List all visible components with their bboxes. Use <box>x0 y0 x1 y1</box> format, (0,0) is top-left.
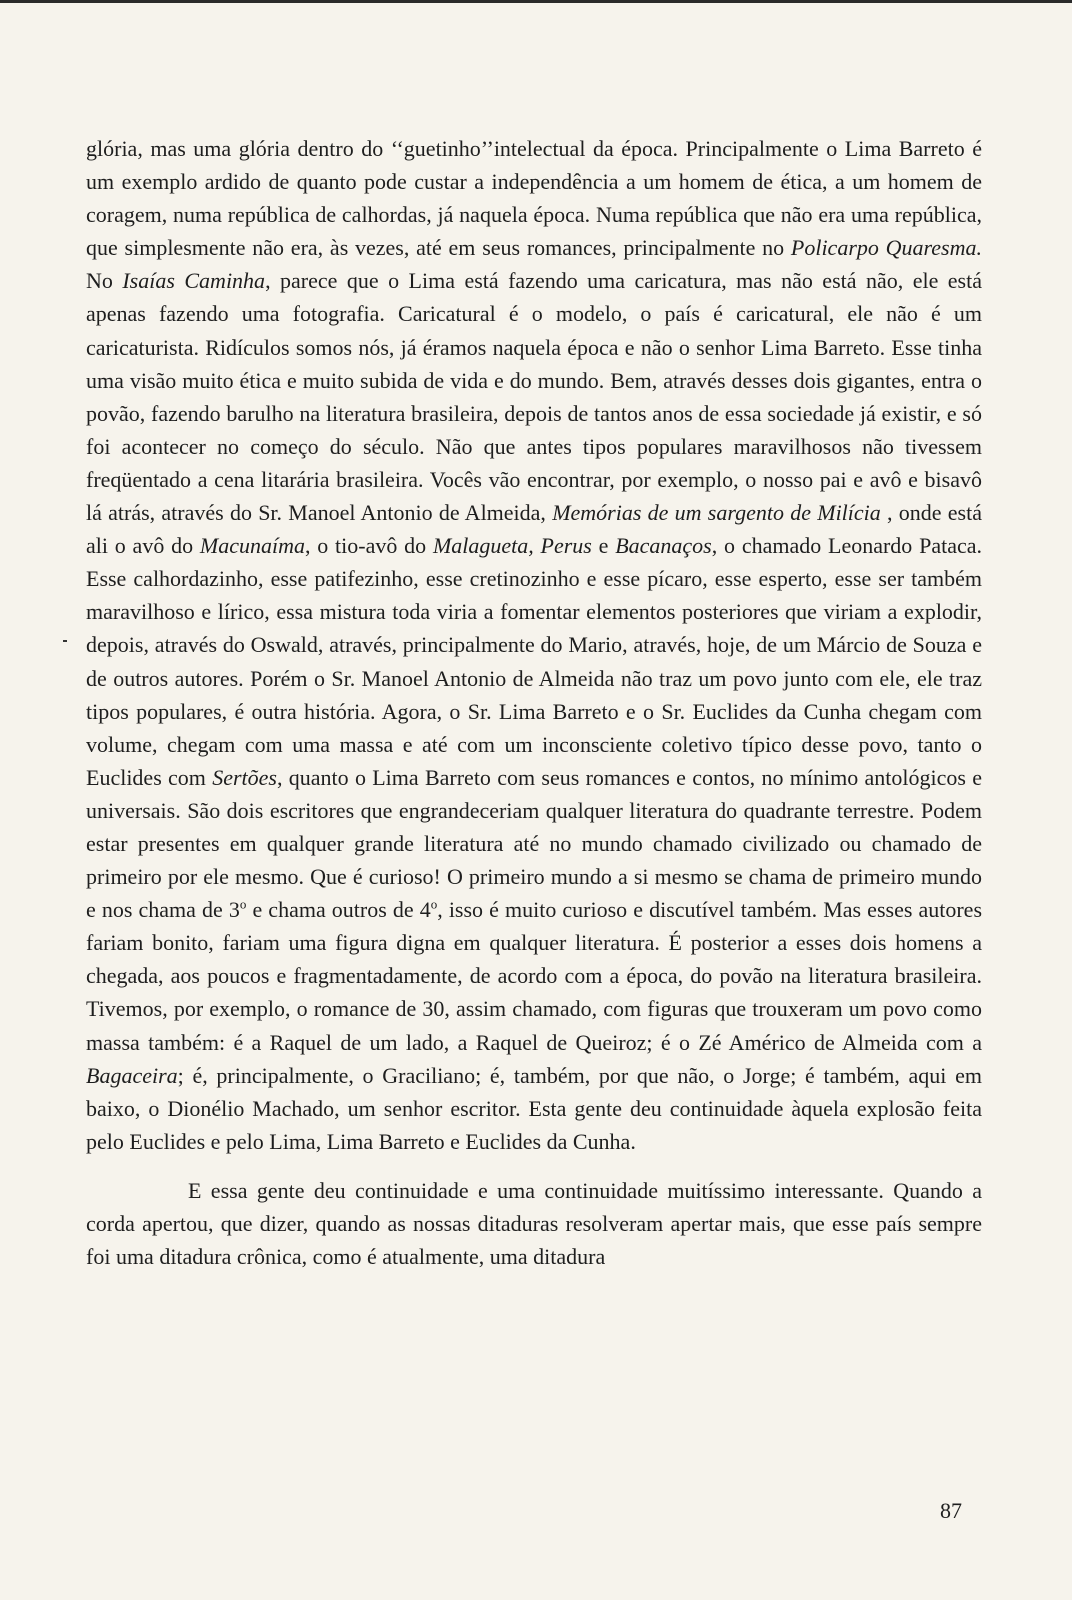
italic-title: Policarpo Quaresma. <box>790 235 982 261</box>
paragraph-1 <box>86 132 982 1158</box>
italic-title: Malagueta, Perus <box>432 533 592 559</box>
text-run: e chama outros de 4 <box>246 897 431 923</box>
text-run: ; é, principalmente, o Graciliano; é, também, por que não, o Jorge; é também, aqui em baixo, o Dionélio Machado, um senhor escritor. Esta gente deu continuidade àquela explosão feita pelo Euclides e pelo Lima, Lima Barreto e Euclides da Cunha. <box>86 1062 982 1154</box>
text-run: e <box>591 533 616 559</box>
margin-mark <box>63 640 67 642</box>
ordinal-superscript: o <box>430 896 438 912</box>
text-run: E essa gente deu continuidade e uma continuidade muitíssimo interessante. Quando a corda apertou, que dizer, quando as nossas ditaduras resolveram apertar mais, que esse país sempre foi uma ditadura crônica, como é atualmente, uma ditadura <box>86 1177 982 1270</box>
scan-top-edge <box>0 0 1072 3</box>
ordinal-superscript: o <box>239 896 247 912</box>
text-run: , o chamado Leonardo Pataca. Esse calhordazinho, esse patifezinho, esse cretinozinho e esse pícaro, esse esperto, esse ser também maravilhoso e lírico, essa mistura toda viria a fomentar elementos posteriores que viriam a explodir, depois, através do Oswald, através, principalmente do Mario, através, hoje, de um Márcio de Souza e de outros autores. Porém o Sr. Manoel Antonio de Almeida não traz um povo junto com ele, ele traz tipos populares, é outra história. Agora, o Sr. Lima Barreto e o Sr. Euclides da Cunha chegam com volume, chegam com uma massa e até com um inconsciente coletivo típico desse povo, tanto o Euclides com <box>86 533 982 790</box>
text-run: , parece que o Lima está fazendo uma caricatura, mas não está não, ele está apenas fazendo uma fotografia. Caricatural é o modelo, o país é caricatural, ele não é um caricaturista. Ridículos somos nós, já éramos naquela época e não o senhor Lima Barreto. Esse tinha uma visão muito ética e muito subida de vida e do mundo. Bem, através desses dois gigantes, entra o povão, fazendo barulho na literatura brasileira, depois de tantos anos de essa sociedade já existir, e só foi acontecer no começo do século. Não que antes tipos populares maravilhosos não tivessem freqüentado a cena litarária brasileira. Vocês vão encontrar, por exemplo, o nosso pai e avô e bisavô lá atrás, através do Sr. Manoel Antonio de Almeida, <box>86 268 982 526</box>
italic-title: Bagaceira <box>86 1062 178 1088</box>
italic-title: Sertões <box>212 764 277 790</box>
text-run: , o tio-avô do <box>304 533 433 559</box>
text-run: , onde está ali o avô do <box>86 500 982 559</box>
page-body <box>86 132 982 1273</box>
text-run: No <box>86 268 123 294</box>
page-number: 87 <box>940 1498 962 1523</box>
italic-title: Bacanaços <box>615 533 712 559</box>
paragraph-2 <box>86 1174 982 1273</box>
italic-title: Macunaíma <box>199 533 305 559</box>
text-run: glória, mas uma glória dentro do ‘‘guetinho’’intelectual da época. Principalmente o Lima Barreto é um exemplo ardido de quanto pode custar a independência a um homem de ética, a um homem de coragem, numa república de calhordas, já naquela época. Numa república que não era uma república, que simplesmente não era, às vezes, até em seus romances, principalmente no <box>86 136 982 261</box>
italic-title: Memórias de um sargento de Milícia <box>552 500 881 526</box>
text-run: , isso é muito curioso e discutível também. Mas esses autores fariam bonito, fariam uma figura digna em qualquer literatura. É posterior a esses dois homens a chegada, aos poucos e fragmentadamente, de acordo com a época, do povão na literatura brasileira. Tivemos, por exemplo, o romance de 30, assim chamado, com figuras que trouxeram um povo como massa também: é a Raquel de um lado, a Raquel de Queiroz; é o Zé Américo de Almeida com a <box>86 897 983 1055</box>
text-run: , quanto o Lima Barreto com seus romances e contos, no mínimo antológicos e universais. São dois escritores que engrandeceriam qualquer literatura do quadrante terrestre. Podem estar presentes em qualquer grande literatura até no mundo chamado civilizado ou chamado de primeiro por ele mesmo. Que é curioso! O primeiro mundo a si mesmo se chama de primeiro mundo e nos chama de 3 <box>86 764 982 923</box>
italic-title: Isaías Caminha <box>122 268 266 294</box>
